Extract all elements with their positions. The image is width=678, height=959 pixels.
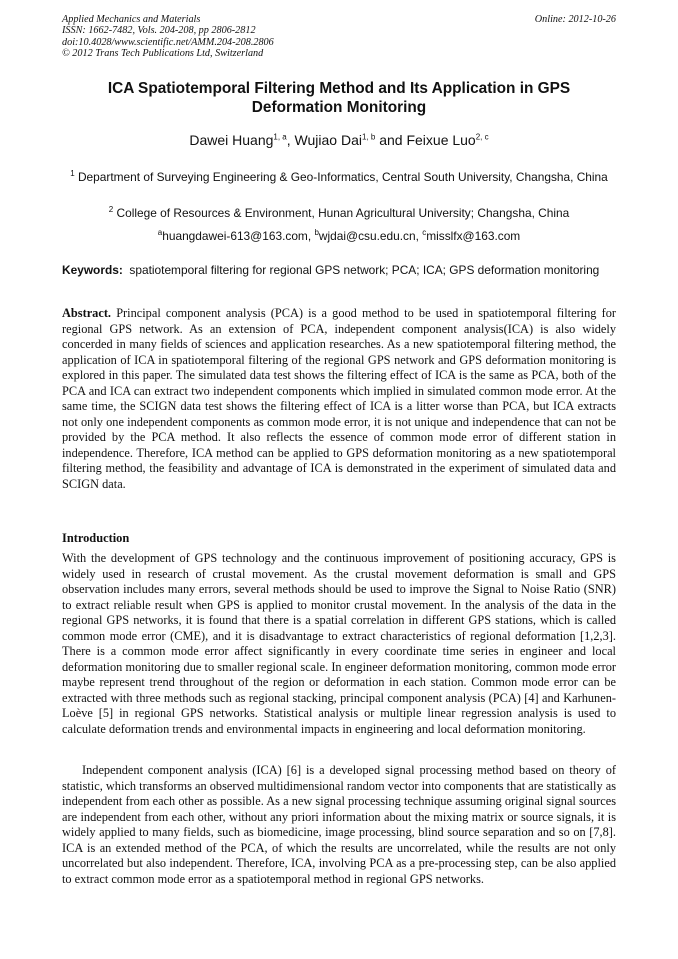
abstract-label: Abstract. — [62, 306, 112, 320]
affiliation-1 — [62, 170, 616, 185]
affiliation-text: College of Resources & Environment, Hunan Agricultural University; Changsha, China — [116, 206, 570, 220]
copyright-line: © 2012 Trans Tech Publications Ltd, Switzerland — [62, 48, 264, 60]
affiliation-text: Department of Surveying Engineering & Geo-Informatics, Central South University, Changsha, China — [77, 170, 608, 184]
journal-header — [62, 14, 616, 60]
online-date: Online: 2012-10-26 — [534, 14, 616, 25]
keywords-label: Keywords: — [62, 263, 123, 277]
email-mark: a — [157, 228, 163, 238]
paragraph-text: Independent component analysis (ICA) [6] is a developed signal processing method based on theory of statistic, which transforms an observed multidimensional random vector into components that are statistically as independent from each other as possible. As a new signal processing technique assuming original signal sources are independent from each other, without any priori information about the mixing matrix or source signals, it is widely applied to many fields, such as biomedicine, image processing, blind source separation and so on [7,8]. ICA is an extended method of the PCA, of which the results are uncorrelated, while the results are not only uncorrelated but also independent. Therefore, ICA, involving PCA as a pre-processing step, can be also applied to extract common mode error as a spatiotemporal method in regional GPS networks. — [62, 763, 616, 886]
affiliation-number: 2 — [108, 205, 114, 215]
email-address[interactable]: misslfx@163.com — [426, 229, 521, 243]
paragraph-text: With the development of GPS technology and the continuous improvement of positioning accuracy, GPS is widely used in research of crustal movement. As the crustal movement deformation is small and GPS observation includes many errors, several methods should be used to improve the Signal to Noise Ratio (SNR) to extract reliable result when GPS is applied to monitor crustal movement. In the analysis of the data in the regional GPS networks, it is found that there is a spatial correlation in different GPS stations, which is called common mode error (CME), and it is disadvantage to extract characteristics of regional deformation [1,2,3]. There is a common mode error affect significantly in every coordinate time series in engineer and local deformation monitoring due to smaller regional scale. In engineer deformation monitoring, common mode error maybe represent trend throughout of the region or deformation in each station. Common mode error can be extracted with three methods such as regional stacking, principal component analysis (PCA) [4] and Karhunen-Loève [5] in regional GPS networks. Statistical analysis or multiple linear regression analysis is used to calculate deformation trends and environmental impacts in engineering and local deformation monitoring. — [62, 551, 616, 736]
paper-title: ICA Spatiotemporal Filtering Method and Its Application in GPS Deformation Monitoring — [107, 80, 571, 116]
author-name: Dawei Huang — [189, 132, 274, 148]
author-name: Wujiao Dai — [294, 132, 362, 148]
author-separator: , — [286, 132, 295, 148]
email-address[interactable]: huangdawei-613@163.com — [162, 229, 308, 243]
paragraph — [62, 763, 616, 887]
author-separator: and — [375, 132, 407, 148]
email-address[interactable]: wjdai@csu.edu.cn — [318, 229, 416, 243]
section-heading-introduction: Introduction — [62, 531, 130, 545]
author-name: Feixue Luo — [406, 132, 476, 148]
email-list — [62, 229, 616, 244]
author-list — [62, 131, 616, 149]
issn-line: ISSN: 1662-7482, Vols. 204-208, pp 2806-2812 — [62, 25, 256, 37]
author-affiliation-mark: 1, a — [273, 132, 287, 142]
email-mark: c — [422, 228, 427, 238]
affiliation-2 — [62, 206, 616, 221]
abstract-text: Principal component analysis (PCA) is a good method to be used in spatiotemporal filtering for regional GPS network. As an extension of PCA, independent component analysis(ICA) is also widely concerded in many fields of sciences and application researches. As a new spatiotemporal filtering method, the application of ICA in spatiotemporal filtering of the regional GPS network and GPS deformation monitoring is explored in this paper. The simulated data test shows the filtering effect of ICA is the same as PCA, both of the PCA and ICA can extract two independent components which implied in simulated common mode error. At the same time, the SCIGN data test shows the filtering effect of ICA is a litter worse than PCA, but ICA extracts not only one independent components as common mode error, it is not unique and independence that can not be provided by the PCA method. It also reflects the essence of common mode error of different station in independence. Therefore, ICA method can be applied to GPS deformation monitoring as a new spatiotemporal filtering method, the feasibility and advantage of ICA is demonstrated in the experiment of simulated data and SCIGN data. — [62, 306, 616, 491]
journal-name: Applied Mechanics and Materials — [62, 14, 201, 25]
keywords-text: spatiotemporal filtering for regional GPS network; PCA; ICA; GPS deformation monitoring — [129, 263, 600, 277]
email-mark: b — [314, 228, 319, 238]
email-separator: , — [307, 229, 315, 243]
email-separator: , — [415, 229, 423, 243]
author-affiliation-mark: 1, b — [361, 132, 376, 142]
abstract — [62, 306, 616, 492]
keywords — [62, 263, 616, 278]
affiliation-number: 1 — [70, 169, 75, 179]
author-affiliation-mark: 2, c — [475, 132, 489, 142]
paragraph — [62, 551, 616, 737]
doi-line: doi:10.4028/www.scientific.net/AMM.204-208.2806 — [62, 36, 274, 48]
